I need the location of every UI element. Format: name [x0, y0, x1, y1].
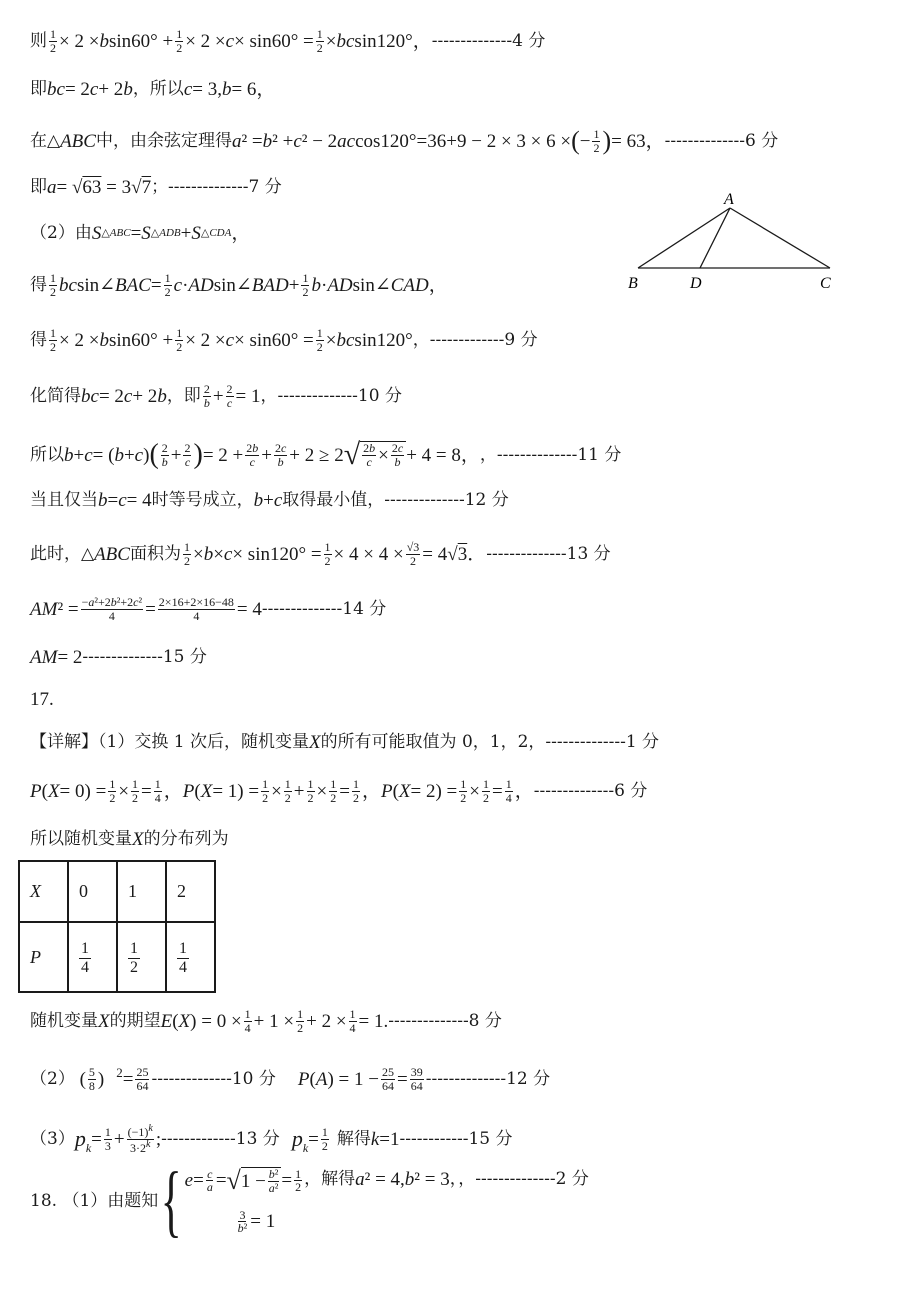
score-mark: --------------8 分 — [388, 1010, 502, 1031]
label-b: B — [628, 275, 638, 292]
line-text: 所以随机变量 — [30, 829, 132, 849]
line-text: 得 — [30, 274, 47, 295]
score-mark: --------------12 分 — [384, 490, 509, 510]
line-text: （2）由 — [30, 223, 92, 243]
table-row — [19, 861, 215, 922]
line-text: 17. — [30, 689, 54, 710]
line-text: 随机变量 — [30, 1010, 98, 1031]
solution-line-18: 随机变量 X 的期望 E ( X ) = 0 × $\frac{1}{4}$ + 1 × $\frac{1}{2}$ + 2 × $\frac{1}{4}$ = 1. --------------8 分 — [30, 1007, 502, 1035]
line-text: 取得最小值， — [282, 490, 385, 510]
solution-line-11: 此时，△ ABC 面积为 $\frac{1}{2}$ × b × c × sin120° = $\frac{1}{2}$ × 4 × 4 × $\frac{√3}{2}$ = 4√3． --------------13 分 — [30, 540, 611, 568]
table-cell: P — [19, 922, 68, 992]
score-mark: ，-------------9 分 — [412, 329, 538, 350]
solution-line-9: 所以 b + c = ( b + c ) ( $\frac{2}{b}$ + $\frac{2}{c}$ ) = 2 + $\frac{2b}{c}$ + $\frac{2c}{b}$ + 2 ≥ 2 √ $\frac{2b}{c}$ × $\frac{2c}{b}$ + 4 = 8， ，--------------11 分 — [30, 438, 622, 471]
score-mark: --------------13 分 — [486, 543, 611, 564]
line-text: ，所以 — [132, 79, 184, 99]
solution-line-2: 即 bc = 2 c + 2 b ，所以 c = 3, b = 6， — [30, 79, 276, 100]
line-text: 中，由余弦定理得 — [95, 130, 232, 151]
score-mark: --------------4 分 — [431, 30, 546, 51]
line-text: 在△ — [30, 130, 61, 151]
line-text: 的期望 — [109, 1010, 161, 1031]
solution-line-7: 得 $\frac{1}{2}$ × 2 × b sin60° + $\frac{1}{2}$ × 2 × c × sin60° = $\frac{1}{2}$ × bc sin120° ，-------------9 分 — [30, 326, 538, 354]
line-text: 【详解】（1）交换 1 次后，随机变量 — [30, 732, 309, 752]
line-text: 面积为 — [129, 543, 181, 564]
label-a: A — [724, 191, 734, 208]
line-text: 即 — [30, 79, 47, 99]
line-text: 时等号成立， — [151, 490, 254, 510]
solution-line-15: 【详解】（1）交换 1 次后，随机变量 X 的所有可能取值为 0，1，2， --------------1 分 — [30, 732, 660, 753]
line-text: （2） — [30, 1068, 75, 1089]
label-c: C — [820, 275, 831, 292]
table-cell: 0 — [68, 861, 117, 922]
score-mark: -------------13 分 — [161, 1128, 280, 1149]
problem-number-17 — [30, 690, 54, 709]
score-mark: ，--------------11 分 — [479, 444, 622, 465]
score-mark: --------------6 分 — [664, 130, 779, 151]
solution-line-20: （3） p k = $\frac{1}{3}$ + $\frac{(-1)^k}{3\cdot 2^k}$ ; -------------13 分 p k = $\frac{1}{2}$ 解得 k =1 ------------15 分 — [30, 1123, 513, 1156]
line-text: 化简得 — [30, 385, 81, 406]
score-mark: ，，--------------2 分 — [449, 1168, 589, 1189]
solution-line-1: 则 $\frac{1}{2}$ × 2 × b sin60° + $\frac{1}{2}$ × 2 × c × sin60° = $\frac{1}{2}$ × bc sin120°， --------------4 分 — [30, 27, 546, 55]
table-cell: 1 — [117, 861, 166, 922]
line-text: = 63， — [611, 130, 665, 152]
table-cell: $\frac{1}{2}$ — [117, 922, 166, 992]
solution-line-16: P ( X = 0) = $\frac{1}{2}$ × $\frac{1}{2}$ = $\frac{1}{4}$ ， P ( X = 1) = $\frac{1}{2}$ × $\frac{1}{2}$ + $\frac{1}{2}$ × $\frac{1}{2}$ = $\frac{1}{2}$ ， P ( X = 2) = $\frac{1}{2}$ × $\frac{1}{2}$ = $\frac{1}{4}$ ， --------------6 分 — [30, 777, 648, 805]
line-text: ，即 — [166, 385, 201, 406]
distribution-table — [18, 860, 216, 993]
line-text: （3） — [30, 1128, 75, 1149]
score-mark: ，--------------10 分 — [260, 385, 402, 406]
line-text: 当且仅当 — [30, 490, 98, 510]
line-text: 解得 — [336, 1128, 371, 1149]
score-mark: ------------15 分 — [399, 1128, 513, 1149]
line-text: ，解得 — [304, 1168, 356, 1189]
score-mark: --------------12 分 — [425, 1068, 551, 1089]
solution-line-17: 所以随机变量 X 的分布列为 — [30, 829, 229, 850]
score-mark: --------------1 分 — [545, 732, 660, 752]
table-cell: $\frac{1}{4}$ — [68, 922, 117, 992]
table-row — [19, 922, 215, 992]
line-text: 18. （1）由题知 — [30, 1190, 159, 1211]
table-cell: X — [19, 861, 68, 922]
solution-line-3: 在△ ABC 中，由余弦定理得 a ² = b ² + c ² − 2 ac cos120° =36+9 − 2 × 3 × 6 × ( − $\frac{1}{2}$ ) = 63， --------------6 分 — [30, 126, 779, 156]
segment-ad — [700, 208, 730, 268]
label-d: D — [690, 275, 702, 292]
table-cell: 2 — [166, 861, 215, 922]
score-mark: --------------10 分 — [151, 1068, 276, 1089]
solution-line-10: 当且仅当 b = c = 4 时等号成立， b + c 取得最小值， --------------12 分 — [30, 490, 509, 511]
score-mark: --------------15 分 — [82, 647, 207, 667]
line-text: 此时，△ — [30, 543, 95, 564]
line-text: 得 — [30, 329, 47, 350]
score-mark: --------------6 分 — [533, 780, 648, 801]
solution-line-5: （2）由 S △ABC = S △ADB + S △CDA ， — [30, 223, 251, 244]
line-text: 则 — [30, 30, 47, 51]
triangle-abc-figure — [620, 190, 840, 295]
solution-line-12: AM ² = $\frac{\text{−a²+2b²+2c²}}{4}$ = $\frac{2\times 16+2\times 16-48}{4}$ = 4 --------------14 分 — [30, 595, 387, 623]
score-mark: ；--------------7 分 — [151, 177, 282, 197]
side-ab — [638, 208, 730, 268]
line-text: 的分布列为 — [143, 829, 229, 849]
side-ac — [730, 208, 830, 268]
line-text: =36+9 − 2 × 3 × 6 × — [416, 130, 572, 152]
solution-line-8: 化简得 bc = 2 c + 2 b ，即 $\frac{2}{b}$ + $\frac{2}{c}$ = 1 ，--------------10 分 — [30, 382, 402, 410]
line-text: 所以 — [30, 444, 64, 465]
line-text: 即 — [30, 177, 47, 197]
table-cell: $\frac{1}{4}$ — [166, 922, 215, 992]
solution-line-19: （2） ( $\frac{5}{8}$ ) 2 = $\frac{25}{64}$ --------------10 分 P ( A ) = 1 − $\frac{25}{64}$ = $\frac{39}{64}$ --------------12 分 — [30, 1065, 551, 1093]
solution-line-4: 即 a = √63 = 3√7 ；--------------7 分 — [30, 177, 282, 198]
line-text: 的所有可能取值为 0，1，2， — [320, 732, 546, 752]
score-mark: --------------14 分 — [261, 598, 387, 619]
solution-line-21: 18. （1）由题知 { e = $\frac{c}{a}$ = √ 1 − $\frac{\text{b²}}{\text{a²}}$ = $\frac{1}{2}$ $\frac{3}{\text{b²}}$ = 1 ，解得 a ² = 4, b ² = 3 ，，--------------2 分 — [30, 1157, 589, 1245]
solution-line-6: 得 $\frac{1}{2}$ bc sin∠ BAC = $\frac{1}{2}$ c · AD sin∠ BAD + $\frac{1}{2}$ b · AD sin∠ CAD ， — [30, 271, 448, 299]
solution-line-13: AM = 2 --------------15 分 — [30, 647, 207, 668]
